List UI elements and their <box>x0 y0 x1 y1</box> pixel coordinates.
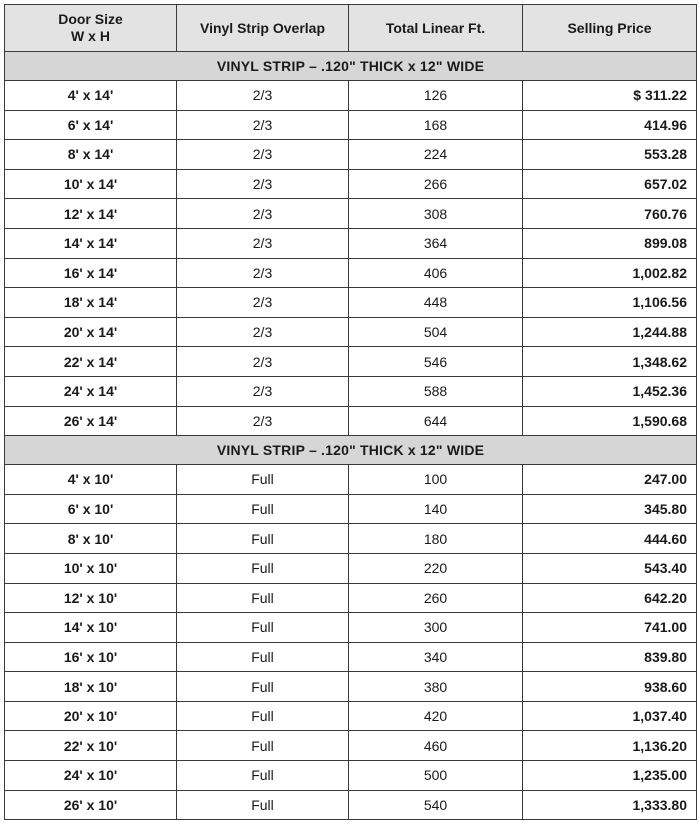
linear-ft-cell: 300 <box>349 613 523 643</box>
price-cell: 414.96 <box>523 110 697 140</box>
linear-ft-cell: 260 <box>349 583 523 613</box>
header-row <box>5 5 697 52</box>
linear-ft-cell: 540 <box>349 790 523 820</box>
header-door-size-line2: W x H <box>71 28 110 44</box>
price-cell: 345.80 <box>523 494 697 524</box>
overlap-cell: Full <box>177 524 349 554</box>
price-cell: 1,452.36 <box>523 376 697 406</box>
linear-ft-cell: 588 <box>349 376 523 406</box>
table-row <box>5 110 697 140</box>
overlap-cell: Full <box>177 761 349 791</box>
linear-ft-cell: 180 <box>349 524 523 554</box>
door-size-cell: 26' x 10' <box>5 790 177 820</box>
door-size-cell: 6' x 10' <box>5 494 177 524</box>
price-cell: 899.08 <box>523 228 697 258</box>
price-cell: 642.20 <box>523 583 697 613</box>
overlap-cell: Full <box>177 465 349 495</box>
header-door-size-line1: Door Size <box>58 11 123 27</box>
overlap-cell: Full <box>177 583 349 613</box>
section-title: VINYL STRIP – .120" THICK x 12" WIDE <box>5 436 697 465</box>
overlap-cell: 2/3 <box>177 376 349 406</box>
linear-ft-cell: 126 <box>349 81 523 111</box>
price-cell: 741.00 <box>523 613 697 643</box>
table-row <box>5 583 697 613</box>
overlap-cell: 2/3 <box>177 110 349 140</box>
table-row <box>5 347 697 377</box>
door-size-cell: 22' x 14' <box>5 347 177 377</box>
door-size-cell: 26' x 14' <box>5 406 177 436</box>
door-size-cell: 8' x 14' <box>5 140 177 170</box>
price-cell: 839.80 <box>523 642 697 672</box>
linear-ft-cell: 644 <box>349 406 523 436</box>
linear-ft-cell: 168 <box>349 110 523 140</box>
header-selling-price: Selling Price <box>523 5 697 52</box>
door-size-cell: 10' x 14' <box>5 169 177 199</box>
price-cell: $ 311.22 <box>523 81 697 111</box>
linear-ft-cell: 406 <box>349 258 523 288</box>
header-linear-ft: Total Linear Ft. <box>349 5 523 52</box>
linear-ft-cell: 266 <box>349 169 523 199</box>
linear-ft-cell: 546 <box>349 347 523 377</box>
price-table <box>4 4 697 820</box>
door-size-cell: 24' x 14' <box>5 376 177 406</box>
overlap-cell: 2/3 <box>177 288 349 318</box>
door-size-cell: 12' x 14' <box>5 199 177 229</box>
door-size-cell: 20' x 10' <box>5 701 177 731</box>
overlap-cell: Full <box>177 672 349 702</box>
door-size-cell: 10' x 10' <box>5 553 177 583</box>
table-row <box>5 406 697 436</box>
linear-ft-cell: 364 <box>349 228 523 258</box>
table-row <box>5 317 697 347</box>
table-header <box>5 5 697 52</box>
table-row <box>5 731 697 761</box>
overlap-cell: Full <box>177 701 349 731</box>
overlap-cell: 2/3 <box>177 81 349 111</box>
linear-ft-cell: 380 <box>349 672 523 702</box>
linear-ft-cell: 420 <box>349 701 523 731</box>
linear-ft-cell: 448 <box>349 288 523 318</box>
table-row <box>5 199 697 229</box>
table-row <box>5 288 697 318</box>
overlap-cell: Full <box>177 790 349 820</box>
overlap-cell: Full <box>177 553 349 583</box>
table-row <box>5 701 697 731</box>
door-size-cell: 16' x 10' <box>5 642 177 672</box>
door-size-cell: 12' x 10' <box>5 583 177 613</box>
table-row <box>5 613 697 643</box>
table-row <box>5 169 697 199</box>
price-cell: 543.40 <box>523 553 697 583</box>
table-row <box>5 761 697 791</box>
door-size-cell: 4' x 14' <box>5 81 177 111</box>
table-row <box>5 465 697 495</box>
section-header-row <box>5 436 697 465</box>
door-size-cell: 20' x 14' <box>5 317 177 347</box>
header-overlap: Vinyl Strip Overlap <box>177 5 349 52</box>
price-cell: 553.28 <box>523 140 697 170</box>
linear-ft-cell: 308 <box>349 199 523 229</box>
overlap-cell: 2/3 <box>177 258 349 288</box>
overlap-cell: 2/3 <box>177 347 349 377</box>
table-row <box>5 258 697 288</box>
overlap-cell: Full <box>177 494 349 524</box>
table-row <box>5 524 697 554</box>
header-door-size <box>5 5 177 52</box>
linear-ft-cell: 460 <box>349 731 523 761</box>
table-body <box>5 52 697 820</box>
price-cell: 444.60 <box>523 524 697 554</box>
table-row <box>5 140 697 170</box>
overlap-cell: 2/3 <box>177 228 349 258</box>
price-cell: 1,590.68 <box>523 406 697 436</box>
linear-ft-cell: 504 <box>349 317 523 347</box>
table-row <box>5 553 697 583</box>
price-cell: 1,002.82 <box>523 258 697 288</box>
linear-ft-cell: 500 <box>349 761 523 791</box>
door-size-cell: 16' x 14' <box>5 258 177 288</box>
price-cell: 1,235.00 <box>523 761 697 791</box>
door-size-cell: 18' x 10' <box>5 672 177 702</box>
overlap-cell: 2/3 <box>177 199 349 229</box>
overlap-cell: 2/3 <box>177 169 349 199</box>
table-row <box>5 81 697 111</box>
price-cell: 1,106.56 <box>523 288 697 318</box>
price-cell: 760.76 <box>523 199 697 229</box>
price-cell: 938.60 <box>523 672 697 702</box>
price-cell: 657.02 <box>523 169 697 199</box>
door-size-cell: 22' x 10' <box>5 731 177 761</box>
door-size-cell: 14' x 14' <box>5 228 177 258</box>
table-row <box>5 642 697 672</box>
door-size-cell: 8' x 10' <box>5 524 177 554</box>
section-title: VINYL STRIP – .120" THICK x 12" WIDE <box>5 52 697 81</box>
section-header-row <box>5 52 697 81</box>
door-size-cell: 4' x 10' <box>5 465 177 495</box>
overlap-cell: 2/3 <box>177 140 349 170</box>
linear-ft-cell: 220 <box>349 553 523 583</box>
table-row <box>5 494 697 524</box>
table-row <box>5 790 697 820</box>
door-size-cell: 14' x 10' <box>5 613 177 643</box>
overlap-cell: 2/3 <box>177 406 349 436</box>
door-size-cell: 24' x 10' <box>5 761 177 791</box>
price-cell: 1,037.40 <box>523 701 697 731</box>
price-cell: 1,348.62 <box>523 347 697 377</box>
linear-ft-cell: 224 <box>349 140 523 170</box>
table-row <box>5 228 697 258</box>
overlap-cell: 2/3 <box>177 317 349 347</box>
overlap-cell: Full <box>177 731 349 761</box>
overlap-cell: Full <box>177 613 349 643</box>
price-cell: 1,136.20 <box>523 731 697 761</box>
price-cell: 247.00 <box>523 465 697 495</box>
table-row <box>5 376 697 406</box>
door-size-cell: 6' x 14' <box>5 110 177 140</box>
door-size-cell: 18' x 14' <box>5 288 177 318</box>
overlap-cell: Full <box>177 642 349 672</box>
table-row <box>5 672 697 702</box>
price-cell: 1,333.80 <box>523 790 697 820</box>
linear-ft-cell: 100 <box>349 465 523 495</box>
price-cell: 1,244.88 <box>523 317 697 347</box>
linear-ft-cell: 340 <box>349 642 523 672</box>
linear-ft-cell: 140 <box>349 494 523 524</box>
